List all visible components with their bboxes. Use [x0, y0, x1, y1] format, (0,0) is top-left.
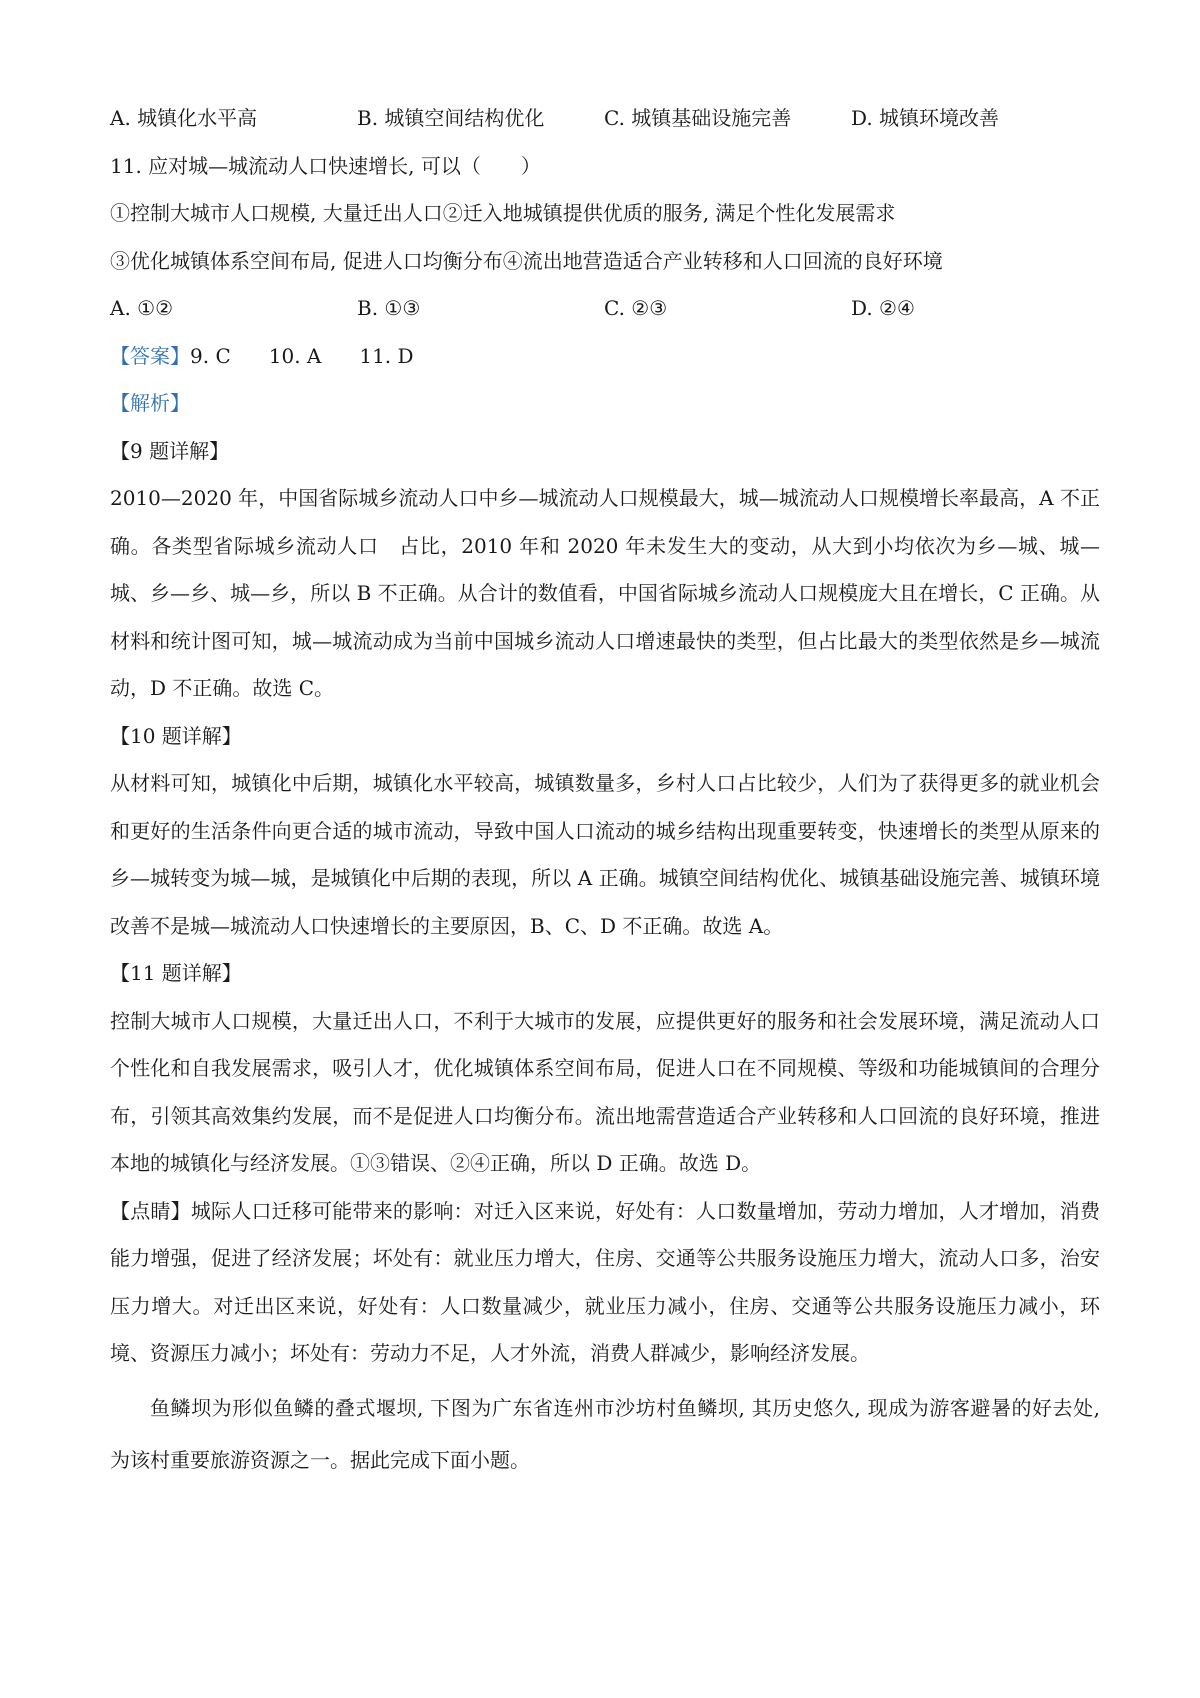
answer-item-10: 10. A [268, 343, 322, 368]
q11-option-d: D. ②④ [851, 296, 915, 320]
q11-options [110, 285, 1100, 333]
q10-options [110, 95, 1100, 143]
answer-line [110, 333, 1100, 381]
q10-detail-title: 【10 题详解】 [110, 723, 242, 748]
q11-detail-title: 【11 题详解】 [110, 961, 242, 985]
q11-option-c: C. ②③ [604, 296, 668, 320]
q10-option-c: C. 城镇基础设施完善 [604, 106, 792, 130]
q10-option-d: D. 城镇环境改善 [851, 106, 1000, 130]
q11-statement-2: ③优化城镇体系空间布局, 促进人口均衡分布④流出地营造适合产业转移和人口回流的良好环境 [110, 248, 943, 273]
insight-paragraph [110, 1188, 1100, 1378]
next-question-intro: 鱼鳞坝为形似鱼鳞的叠式堰坝, 下图为广东省连州市沙坊村鱼鳞坝, 其历史悠久, 现成为游客避暑的好去处, 为该村重要旅游资源之一。据此完成下面小题。 [110, 1395, 1100, 1472]
q10-option-a: A. 城镇化水平高 [110, 106, 258, 130]
answer-label: 【答案】 [110, 343, 190, 368]
q9-detail-text: 2010—2020 年，中国省际城乡流动人口中乡—城流动人口规模最大，城—城流动人口规模增长率最高，A 不正确。各类型省际城乡流动人口 占比，2010 年和 2020 年未发生大的变动，从大到小均依次为乡—城、城—城、乡—乡、城—乡，所以 B 不正确。从合计的数值看，中国省际城乡流动人口规模庞大且在增长，C 正确。从材料和统计图可知，城—城流动成为当前中国城乡流动人口增速最快的类型，但占比最大的类型依然是乡—城流动，D 不正确。故选 C。 [110, 486, 1100, 700]
document-page [110, 95, 1100, 1486]
q9-detail-title: 【9 题详解】 [110, 438, 230, 463]
q11-statement-1: ①控制大城市人口规模, 大量迁出人口②迁入地城镇提供优质的服务, 满足个性化发展需求 [110, 201, 896, 225]
q10-option-b: B. 城镇空间结构优化 [357, 106, 545, 130]
answer-item-9: 9. C [190, 343, 231, 368]
analysis-label: 【解析】 [110, 391, 190, 415]
insight-text: 城际人口迁移可能带来的影响：对迁入区来说，好处有：人口数量增加，劳动力增加，人才增加，消费能力增强，促进了经济发展；坏处有：就业压力增大，住房、交通等公共服务设施压力增大，流动人口多，治安压力增大。对迁出区来说，好处有：人口数量减少，就业压力减小，住房、交通等公共服务设施压力减小，环境、资源压力减小；坏处有：劳动力不足，人才外流，消费人群减少，影响经济发展。 [110, 1198, 1101, 1365]
q11-detail-text: 控制大城市人口规模，大量迁出人口，不利于大城市的发展，应提供更好的服务和社会发展环境，满足流动人口个性化和自我发展需求，吸引人才，优化城镇体系空间布局，促进人口在不同规模、等级和功能城镇间的合理分布，引领其高效集约发展，而不是促进人口均衡分布。流出地需营造适合产业转移和人口回流的良好环境，推进本地的城镇化与经济发展。①③错误、②④正确，所以 D 正确。故选 D。 [110, 1008, 1100, 1175]
q11-option-b: B. ①③ [357, 296, 421, 320]
q11-option-a: A. ①② [110, 296, 174, 320]
insight-title: 【点睛】 [110, 1198, 191, 1223]
q11-stem: 11. 应对城—城流动人口快速增长, 可以（ ） [110, 153, 541, 178]
answer-item-11: 11. D [359, 343, 414, 368]
q10-detail-text: 从材料可知，城镇化中后期，城镇化水平较高，城镇数量多，乡村人口占比较少，人们为了获得更多的就业机会和更好的生活条件向更合适的城市流动，导致中国人口流动的城乡结构出现重要转变，快速增长的类型从原来的乡—城转变为城—城，是城镇化中后期的表现，所以 A 正确。城镇空间结构优化、城镇基础设施完善、城镇环境改善不是城—城流动人口快速增长的主要原因，B、C、D 不正确。故选 A。 [110, 771, 1100, 938]
